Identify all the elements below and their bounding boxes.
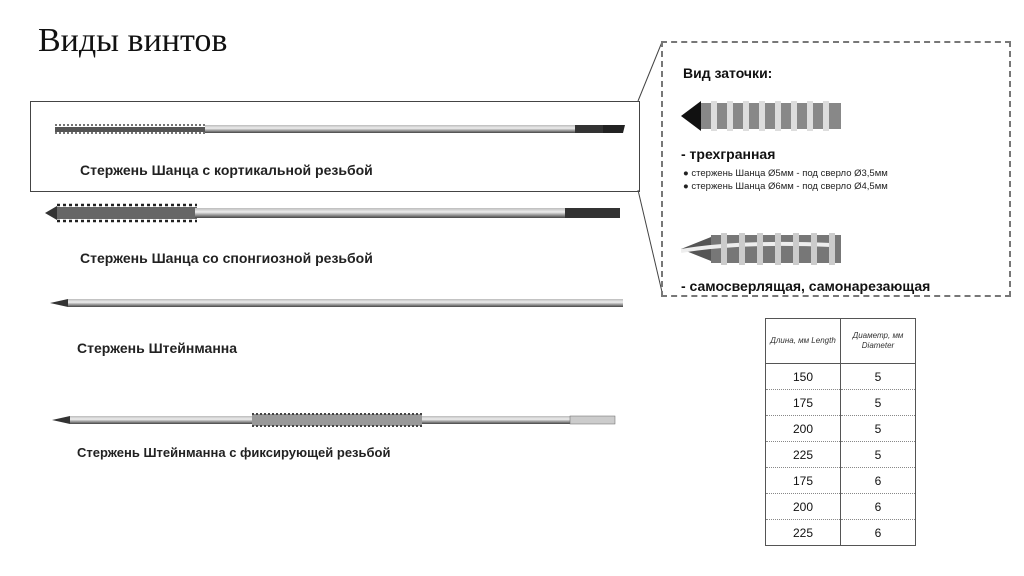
pin-image-steinmann-threaded	[52, 412, 622, 428]
callout-header: Вид заточки:	[683, 65, 773, 81]
cell-diameter: 5	[841, 364, 916, 390]
tip-type-callout	[661, 41, 1011, 297]
cell-diameter: 5	[841, 416, 916, 442]
self-drilling-tip-image	[681, 225, 841, 273]
tip-type-trocar: - трехгранная	[681, 146, 776, 162]
table-row	[766, 494, 916, 520]
pin-label-schanz-cortical: Стержень Шанца с кортикальной резьбой	[80, 162, 373, 178]
callout-note-2: ● стержень Шанца Ø6мм - под сверло Ø4,5мм	[683, 181, 888, 192]
table-row	[766, 520, 916, 546]
cell-diameter: 5	[841, 390, 916, 416]
cell-diameter: 6	[841, 494, 916, 520]
table-row	[766, 442, 916, 468]
cell-length: 175	[766, 390, 841, 416]
cell-length: 200	[766, 416, 841, 442]
table-row	[766, 468, 916, 494]
tip-type-self-drilling: - самосверлящая, самонарезающая	[681, 278, 931, 294]
pin-label-steinmann-threaded: Стержень Штейнманна с фиксирующей резьбой	[77, 445, 391, 460]
cell-diameter: 5	[841, 442, 916, 468]
size-table	[765, 318, 916, 546]
pin-image-schanz-cortical	[55, 122, 630, 136]
table-row	[766, 364, 916, 390]
pin-label-steinmann: Стержень Штейнманна	[77, 340, 238, 356]
cell-length: 150	[766, 364, 841, 390]
cell-length: 225	[766, 520, 841, 546]
pin-image-schanz-cancellous	[45, 203, 625, 223]
table-row	[766, 390, 916, 416]
cell-diameter: 6	[841, 520, 916, 546]
cell-length: 225	[766, 442, 841, 468]
cell-length: 175	[766, 468, 841, 494]
col-header-diameter: Диаметр, мм Diameter	[841, 319, 916, 364]
col-header-length: Длина, мм Length	[766, 319, 841, 364]
pin-label-schanz-cancellous: Стержень Шанца со спонгиозной резьбой	[80, 250, 373, 266]
cell-diameter: 6	[841, 468, 916, 494]
callout-note-1: ● стержень Шанца Ø5мм - под сверло Ø3,5мм	[683, 168, 888, 179]
page-title: Виды винтов	[38, 22, 228, 59]
pin-image-steinmann	[50, 298, 630, 308]
highlight-frame	[30, 101, 640, 192]
table-row	[766, 416, 916, 442]
cell-length: 200	[766, 494, 841, 520]
trocar-tip-image	[681, 95, 841, 137]
